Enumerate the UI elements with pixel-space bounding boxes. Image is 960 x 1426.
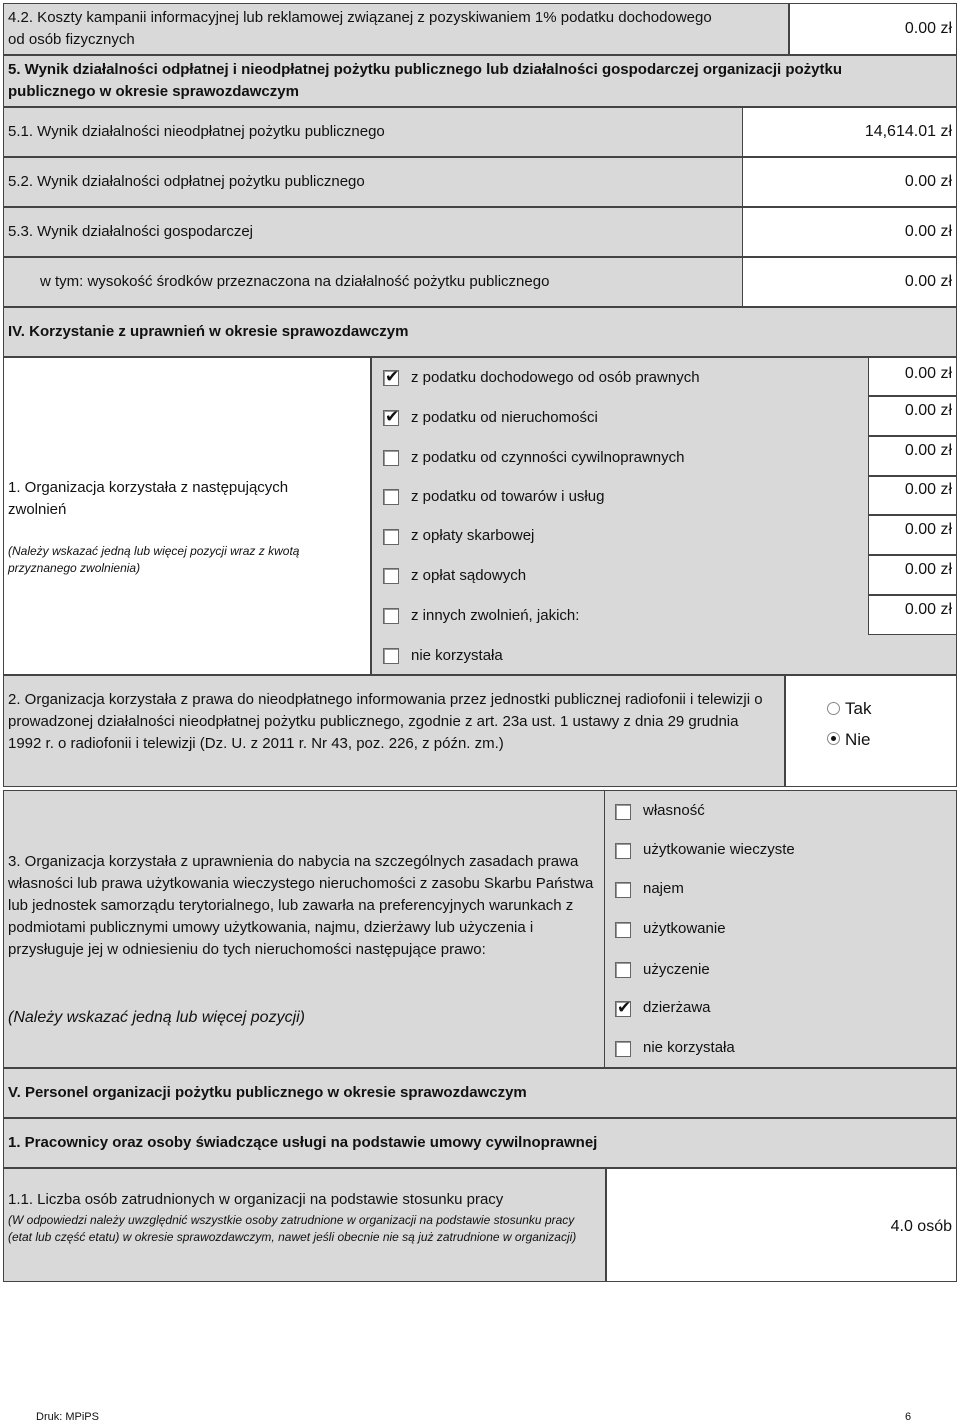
section-v-1-title: 1. Pracownicy oraz osoby świadczące usługi na podstawie umowy cywilnoprawnej	[8, 1134, 598, 1151]
section-4-2-label: 4.2. Koszty kampanii informacyjnej lub reklamowej związanej z pozyskiwaniem 1% podatku dochodowego od osób fizycznych	[8, 9, 712, 48]
q2-option-label: Tak	[845, 699, 872, 718]
q1-checkbox[interactable]	[383, 648, 399, 664]
q3-checkbox[interactable]	[615, 922, 631, 938]
q3-option-label: własność	[643, 802, 705, 819]
checkmark-icon: ✔	[617, 998, 632, 1017]
q3-checkbox[interactable]	[615, 843, 631, 859]
section-5-1-label: 5.1. Wynik działalności nieodpłatnej pożytku publicznego	[8, 123, 385, 140]
q2-radio-nie[interactable]	[827, 732, 840, 745]
q1-option-label: z podatku dochodowego od osób prawnych	[411, 369, 700, 386]
q3-note: (Należy wskazać jedną lub więcej pozycji)	[8, 1009, 306, 1026]
radio-selected-icon	[831, 736, 836, 741]
q3-option-label: najem	[643, 880, 684, 897]
q3-checkbox[interactable]	[615, 804, 631, 820]
q3-option-label: użytkowanie	[643, 920, 726, 937]
q1-option-label: z opłaty skarbowej	[411, 527, 535, 544]
q1-checkbox[interactable]	[383, 367, 400, 386]
q1-option-amount: 0.00 zł	[904, 442, 952, 459]
section-5-3-value: 0.00 zł	[904, 223, 952, 240]
section-5-3-label: 5.3. Wynik działalności gospodarczej	[8, 223, 253, 240]
q1-option-label: nie korzystała	[411, 647, 503, 664]
q1-option-label: z podatku od towarów i usług	[411, 488, 605, 505]
section-v-title: V. Personel organizacji pożytku publicznego w okresie sprawozdawczym	[8, 1084, 527, 1101]
checkmark-icon: ✔	[385, 407, 400, 426]
q3-checkbox[interactable]	[615, 1041, 631, 1057]
section-5-1-value: 14,614.01 zł	[864, 123, 952, 140]
section-v-1-1-value: 4.0 osób	[890, 1218, 952, 1235]
q1-checkbox[interactable]	[383, 568, 399, 584]
q1-option-amount: 0.00 zł	[904, 601, 952, 618]
q3-option-label: nie korzystała	[643, 1039, 735, 1056]
checkmark-icon: ✔	[385, 367, 400, 386]
q3-option-label: użytkowanie wieczyste	[643, 841, 795, 858]
section-5-2-value: 0.00 zł	[904, 173, 952, 190]
q1-option-amount: 0.00 zł	[904, 521, 952, 538]
q2-options-cell	[785, 675, 957, 787]
q3-option-label: użyczenie	[643, 961, 710, 978]
q1-option-label: z podatku od czynności cywilnoprawnych	[411, 449, 685, 466]
q2-label: 2. Organizacja korzystała z prawa do nieodpłatnego informowania przez jednostki publicznej radiofonii i telewizji o prowadzonej działalności nieodpłatnej pożytku publicznego, zgodnie z art. 23a ust. 1 ustawy z dnia 29 grudnia 1992 r. o radiofonii i telewizji (Dz. U. z 2011 r. Nr 43, poz. 226, z późn. zm.)	[8, 691, 763, 752]
q1-option-amount: 0.00 zł	[904, 402, 952, 419]
q1-option-label: z innych zwolnień, jakich:	[411, 607, 580, 624]
section-5-2-label: 5.2. Wynik działalności odpłatnej pożytku publicznego	[8, 173, 365, 190]
q1-option-amount: 0.00 zł	[904, 481, 952, 498]
divider	[604, 790, 605, 1068]
section-5-3-sub-value: 0.00 zł	[904, 273, 952, 290]
q1-checkbox[interactable]	[383, 529, 399, 545]
q1-checkbox[interactable]	[383, 608, 399, 624]
section-v-1-1-label: 1.1. Liczba osób zatrudnionych w organizacji na podstawie stosunku pracy	[8, 1191, 504, 1208]
q1-checkbox[interactable]	[383, 450, 399, 466]
q1-option-amount: 0.00 zł	[904, 561, 952, 578]
q1-checkbox[interactable]	[383, 489, 399, 505]
q3-checkbox[interactable]	[615, 998, 632, 1017]
q3-option-label: dzierżawa	[643, 999, 711, 1016]
page-number: 6	[905, 1411, 912, 1423]
q1-label: 1. Organizacja korzystała z następujących zwolnień	[8, 479, 289, 518]
q3-label: 3. Organizacja korzystała z uprawnienia do nabycia na szczególnych zasadach prawa własności lub prawa użytkowania wieczystego nieruchomości z zasobu Skarbu Państwa lub jednostek samorządu terytorialnego, lub zawarła na preferencyjnych warunkach z podmiotami publicznymi umowy użytkowania, najmu, dzierżawy lub użyczenia i przysługuje jej w odniesieniu do tych nieruchomości następujące prawo:	[8, 853, 594, 958]
section-4-2-value: 0.00 zł	[904, 20, 952, 37]
section-5-3-sub-label: w tym: wysokość środków przeznaczona na działalność pożytku publicznego	[40, 273, 550, 290]
q2-option-label: Nie	[845, 730, 871, 749]
section-v-1-1-note: (W odpowiedzi należy uwzględnić wszystkie osoby zatrudnione w organizacji na podstawie stosunku pracy (etat lub część etatu) w okresie sprawozdawczym, nawet jeśli obecnie nie są już zatrudnione w organizacji)	[8, 1213, 577, 1244]
q1-note: (Należy wskazać jedną lub więcej pozycji wraz z kwotą przyznanego zwolnienia)	[8, 544, 300, 575]
section-iv-title: IV. Korzystanie z uprawnień w okresie sprawozdawczym	[8, 323, 409, 340]
footer-print-label: Druk: MPiPS	[36, 1411, 99, 1423]
q1-checkbox[interactable]	[383, 407, 400, 426]
q1-option-label: z opłat sądowych	[411, 567, 527, 584]
q3-checkbox[interactable]	[615, 882, 631, 898]
section-5-title: 5. Wynik działalności odpłatnej i nieodpłatnej pożytku publicznego lub działalności gospodarczej organizacji pożytku publicznego w okresie sprawozdawczym	[8, 61, 843, 100]
q1-option-amount: 0.00 zł	[904, 365, 952, 382]
q3-checkbox[interactable]	[615, 962, 631, 978]
q2-radio-tak[interactable]	[827, 702, 840, 715]
q1-option-label: z podatku od nieruchomości	[411, 409, 598, 426]
